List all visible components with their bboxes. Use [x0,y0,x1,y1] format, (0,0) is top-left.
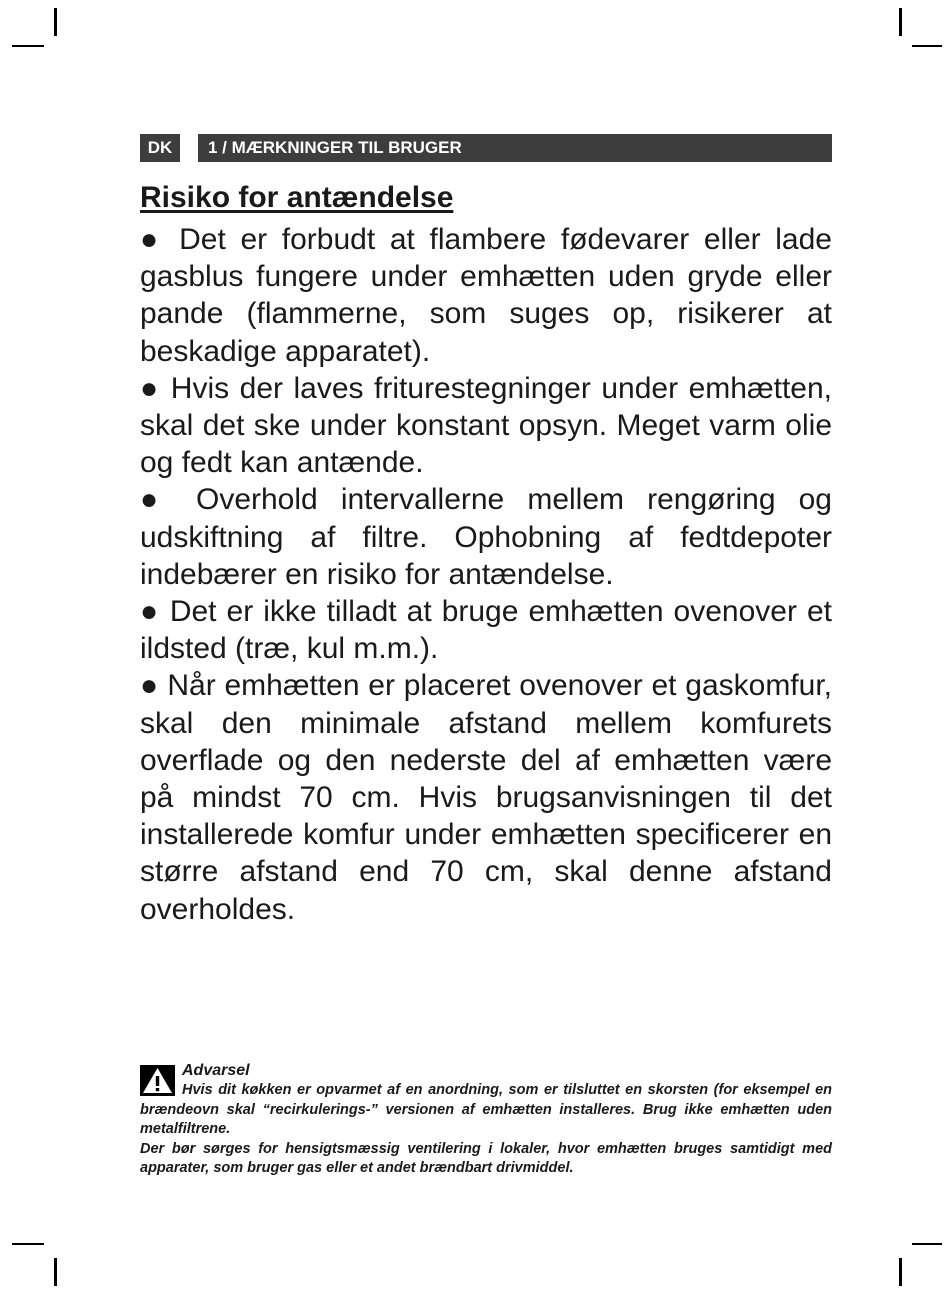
body-text [140,221,832,928]
section-header [140,134,832,162]
crop-mark [54,1258,57,1286]
crop-mark [912,45,942,47]
warning-triangle-icon [140,1065,175,1096]
page-title: Risiko for antændelse [140,181,454,214]
crop-mark [899,8,902,36]
bullet-item: ● Når emhætten er placeret ovenover et gaskomfur, skal den minimale afstand mellem komfurets overflade og den nederste del af emhætten være på mindst 70 cm. Hvis brugsanvisningen til det installerede komfur under emhætten specificerer en større afstand end 70 cm, skal denne afstand overholdes. [140,669,832,926]
language-badge: DK [140,134,180,162]
bullet-item: ● Hvis der laves friturestegninger under emhætten, skal det ske under konstant opsyn. Meget varm olie og fedt kan antænde. [140,371,832,480]
crop-mark [12,45,44,47]
warning-text: Der bør sørges for hensigtsmæssig ventilering i lokaler, hvor emhætten bruges samtidigt med apparater, som bruger gas eller et andet brændbart drivmiddel. [140,1140,832,1176]
crop-mark [12,1243,44,1245]
crop-mark [54,8,57,36]
bullet-item: ● Det er forbudt at flambere fødevarer eller lade gasblus fungere under emhætten uden gryde eller pande (flammerne, som suges op, risikerer at beskadige apparatet). [140,223,832,368]
warning-title: Advarsel [182,1062,250,1079]
warning-box [140,1060,832,1179]
bullet-item: ● Overhold intervallerne mellem rengøring og udskiftning af filtre. Ophobning af fedtdepoter indebærer en risiko for antændelse. [140,483,832,591]
crop-mark [899,1258,902,1286]
section-title: 1 / MÆRKNINGER TIL BRUGER [198,134,832,162]
warning-text: Hvis dit køkken er opvarmet af en anordning, som er tilsluttet en skorsten (for eksempel en brændeovn skal “recirkulerings-” versionen af emhætten installeres. Brug ikke emhætten uden metalfiltrene. [140,1082,832,1137]
bullet-item: ● Det er ikke tilladt at bruge emhætten ovenover et ildsted (træ, kul m.m.). [140,595,832,666]
crop-mark [912,1243,942,1245]
